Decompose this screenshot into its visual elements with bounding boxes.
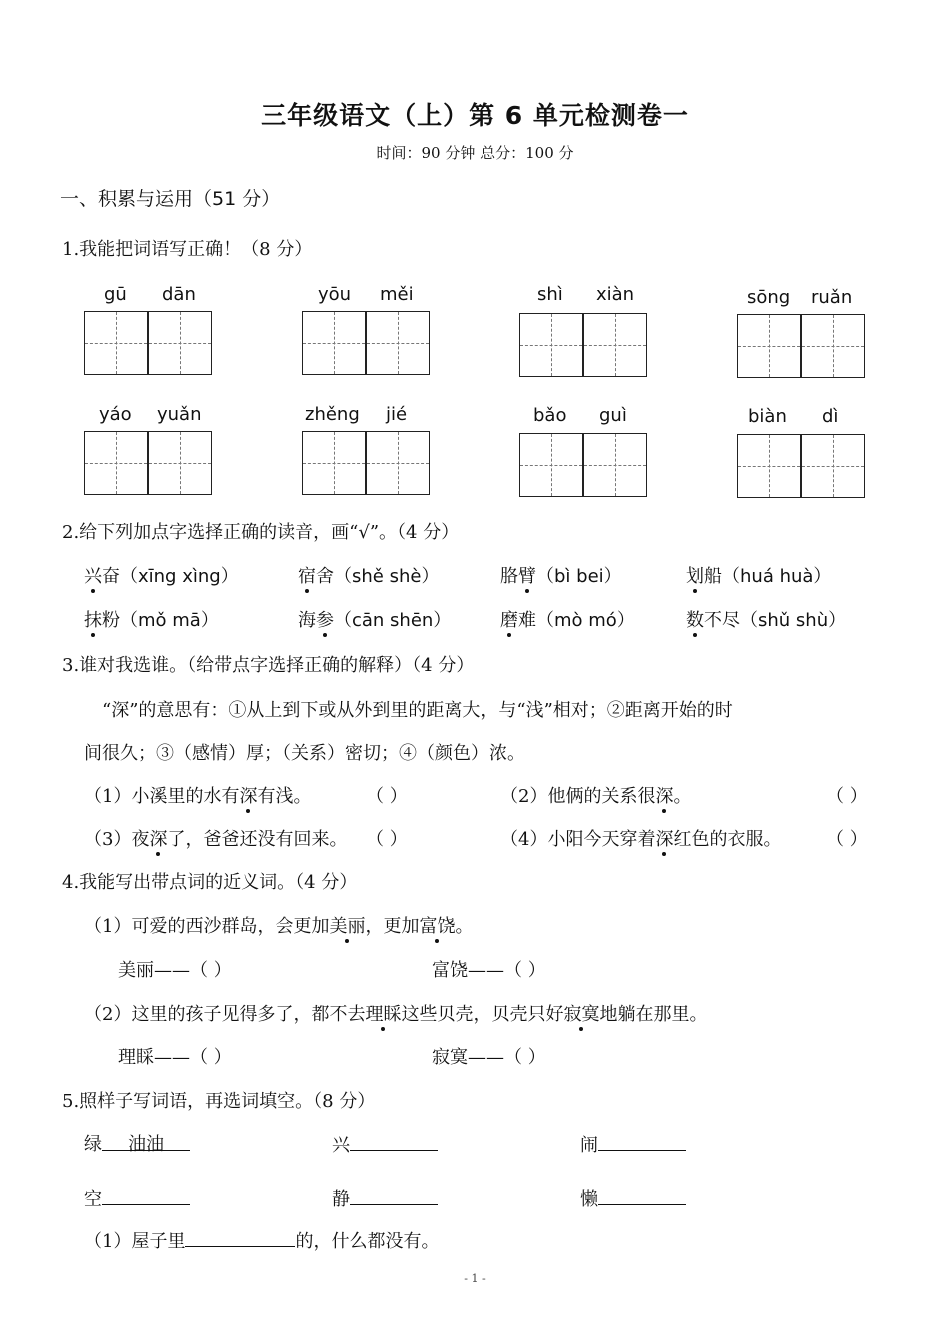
- reading-item: 宿舍（shě shè）: [298, 566, 440, 587]
- pinyin: xiàn: [596, 284, 635, 305]
- writing-box[interactable]: [801, 314, 865, 378]
- choice-item: （1）小溪里的水有深有浅。: [84, 786, 312, 807]
- pinyin: biàn: [748, 406, 787, 427]
- question-2-title: 2.给下列加点字选择正确的读音，画“√”。（4 分）: [62, 522, 460, 543]
- reading-item: 磨难（mò mó）: [500, 610, 635, 631]
- writing-box[interactable]: [583, 433, 647, 497]
- reading-item: 胳臂（bì bei）: [500, 566, 622, 587]
- fill-sentence: （1）屋子里 的，什么都没有。: [84, 1226, 439, 1253]
- pinyin: yuǎn: [157, 404, 202, 425]
- sentence: （1）可爱的西沙群岛，会更加美丽，更加富饶。: [84, 916, 474, 937]
- fill-blank[interactable]: [350, 1130, 438, 1151]
- pinyin: yōu: [318, 284, 352, 305]
- answer-paren[interactable]: （ ）: [504, 1047, 546, 1068]
- writing-box[interactable]: [302, 311, 366, 375]
- pinyin: zhěng: [305, 404, 360, 425]
- exam-info: 时间：90 分钟 总分：100 分: [376, 144, 574, 162]
- fill-blank[interactable]: 油油: [102, 1130, 190, 1151]
- choice-item: （3）夜深了，爸爸还没有回来。: [84, 829, 348, 850]
- section-title: 一、积累与运用（51 分）: [60, 188, 281, 210]
- writing-box[interactable]: [519, 433, 583, 497]
- synonym-item: 富饶——（ ）: [432, 960, 546, 981]
- writing-box[interactable]: [84, 311, 148, 375]
- answer-paren[interactable]: （ ）: [504, 960, 546, 981]
- question-5-title: 5.照样子写词语，再选词填空。（8 分）: [62, 1091, 376, 1112]
- fill-blank[interactable]: [598, 1184, 686, 1205]
- pinyin: gū: [104, 284, 127, 305]
- pinyin: měi: [380, 284, 414, 305]
- page-title: 三年级语文（上）第 6 单元检测卷一: [261, 101, 689, 130]
- word-item: 静: [332, 1184, 438, 1211]
- sentence: （2）这里的孩子见得多了，都不去理睬这些贝壳，贝壳只好寂寞地躺在那里。: [84, 1004, 708, 1025]
- word-item: 绿 油油: [84, 1130, 190, 1156]
- writing-box[interactable]: [583, 313, 647, 377]
- writing-box[interactable]: [366, 431, 430, 495]
- writing-box[interactable]: [366, 311, 430, 375]
- fill-blank[interactable]: [185, 1226, 295, 1247]
- answer-paren[interactable]: （ ）: [366, 829, 408, 850]
- question-1-title: 1.我能把词语写正确！（8 分）: [62, 239, 313, 260]
- writing-box[interactable]: [84, 431, 148, 495]
- writing-box[interactable]: [148, 431, 212, 495]
- pinyin: dān: [162, 284, 196, 305]
- synonym-item: 寂寞——（ ）: [432, 1047, 546, 1068]
- fill-blank[interactable]: [350, 1184, 438, 1205]
- writing-box[interactable]: [801, 434, 865, 498]
- writing-box[interactable]: [302, 431, 366, 495]
- synonym-item: 美丽——（ ）: [118, 960, 232, 981]
- pinyin: bǎo: [533, 405, 567, 426]
- reading-item: 划船（huá huà）: [686, 566, 832, 587]
- answer-paren[interactable]: （ ）: [826, 829, 868, 850]
- definition-text: 间很久；③（感情）厚；（关系）密切；④（颜色）浓。: [84, 743, 525, 764]
- pinyin: sōng: [747, 287, 791, 308]
- question-3-title: 3.谁对我选谁。（给带点字选择正确的解释）（4 分）: [62, 655, 475, 676]
- pinyin: jié: [386, 404, 408, 425]
- reading-item: 抹粉（mǒ mā）: [84, 610, 219, 631]
- writing-box[interactable]: [737, 434, 801, 498]
- word-item: 懒: [580, 1184, 686, 1211]
- definition-text: “深”的意思有：①从上到下或从外到里的距离大，与“浅”相对；②距离开始的时: [102, 700, 733, 721]
- writing-box[interactable]: [148, 311, 212, 375]
- reading-item: 兴奋（xīng xìng）: [84, 566, 239, 587]
- pinyin: ruǎn: [811, 287, 853, 308]
- writing-box[interactable]: [519, 313, 583, 377]
- word-item: 闹: [580, 1130, 686, 1157]
- pinyin: dì: [822, 406, 839, 427]
- writing-box[interactable]: [737, 314, 801, 378]
- word-item: 空: [84, 1184, 190, 1211]
- fill-blank[interactable]: [598, 1130, 686, 1151]
- answer-paren[interactable]: （ ）: [190, 960, 232, 981]
- answer-paren[interactable]: （ ）: [190, 1047, 232, 1068]
- question-4-title: 4.我能写出带点词的近义词。（4 分）: [62, 872, 358, 893]
- pinyin: yáo: [99, 404, 132, 425]
- reading-item: 海参（cān shēn）: [298, 610, 452, 631]
- page-number: - 1 -: [464, 1272, 486, 1285]
- fill-blank[interactable]: [102, 1184, 190, 1205]
- synonym-item: 理睬——（ ）: [118, 1047, 232, 1068]
- pinyin: guì: [599, 405, 627, 426]
- pinyin: shì: [537, 284, 563, 305]
- word-item: 兴: [332, 1130, 438, 1157]
- answer-paren[interactable]: （ ）: [366, 786, 408, 807]
- choice-item: （4）小阳今天穿着深红色的衣服。: [500, 829, 782, 850]
- reading-item: 数不尽（shǔ shù）: [686, 610, 847, 631]
- choice-item: （2）他俩的关系很深。: [500, 786, 692, 807]
- answer-paren[interactable]: （ ）: [826, 786, 868, 807]
